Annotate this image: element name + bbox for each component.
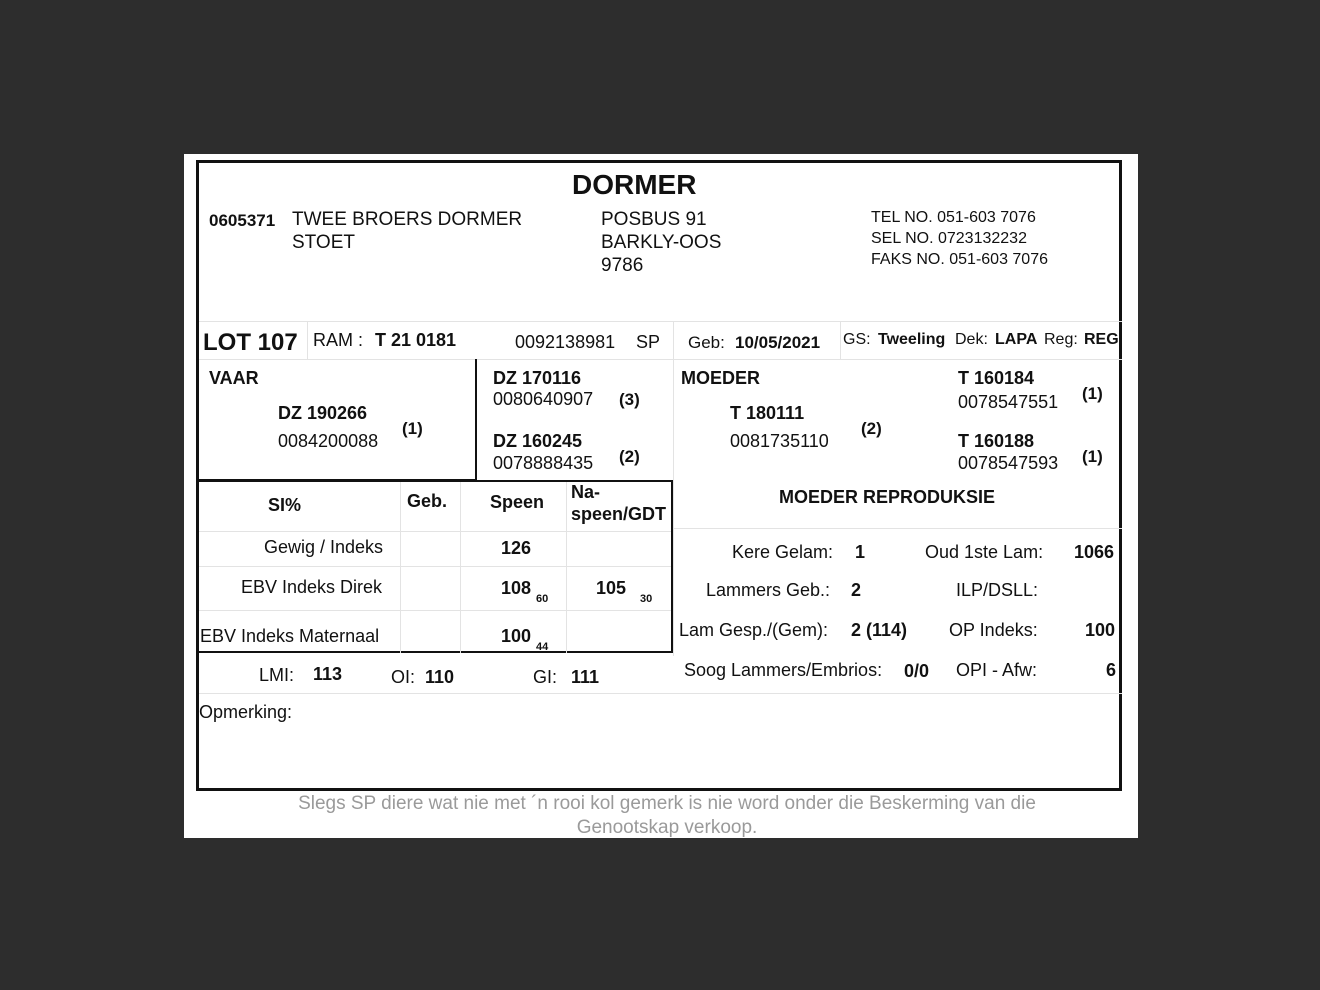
dam-count: (2) <box>861 419 882 438</box>
divider <box>199 693 1122 694</box>
opi-value: 6 <box>1106 660 1117 680</box>
dam-sire-count: (1) <box>1082 384 1103 403</box>
catalogue-page <box>184 154 1138 838</box>
divider <box>475 359 477 480</box>
divider <box>307 321 308 359</box>
row-direk-naspeen-sub: 30 <box>640 593 653 605</box>
sire-dam-id: DZ 160245 <box>493 431 583 451</box>
soog-value: 0/0 <box>904 661 930 681</box>
divider <box>673 359 674 656</box>
gs-label: GS: <box>843 331 871 348</box>
sire-count: (1) <box>402 419 423 438</box>
dam-id: T 180111 <box>730 403 805 423</box>
oi-label: OI: <box>391 667 416 687</box>
divider <box>400 482 401 653</box>
divider <box>199 359 1122 360</box>
reproduction-title: MOEDER REPRODUKSIE <box>779 487 996 507</box>
divider <box>199 321 1122 322</box>
reg-value: REG <box>1084 331 1119 348</box>
dam-sire-id: T 160184 <box>958 368 1035 388</box>
breeder-number: 0605371 <box>209 211 276 230</box>
sire-number: 0084200088 <box>278 431 379 451</box>
divider <box>460 482 461 653</box>
address-line1: POSBUS 91 <box>601 209 707 230</box>
col-speen-header: Speen <box>490 492 545 512</box>
breeder-name-line2: STOET <box>292 232 355 253</box>
lot-card <box>196 160 1122 791</box>
dam-dam-id: T 160188 <box>958 431 1035 451</box>
tel-number: TEL NO. 051-603 7076 <box>871 209 1036 226</box>
col-naspeen-header-2: speen/GDT <box>571 504 667 524</box>
row-direk-naspeen: 105 <box>596 578 627 598</box>
lam-gesp-value: 2 (114) <box>851 620 908 640</box>
row-maternaal-label: EBV Indeks Maternaal <box>200 626 380 646</box>
divider <box>199 610 671 611</box>
footer-note <box>214 792 1120 840</box>
reg-label: Reg: <box>1044 331 1078 348</box>
moeder-label: MOEDER <box>681 368 761 388</box>
footer-line2: Genootskap verkoop. <box>576 817 758 838</box>
col-naspeen-header-1: Na- <box>571 482 601 502</box>
kere-gelam-value: 1 <box>855 542 866 562</box>
lam-gesp-label: Lam Gesp./(Gem): <box>679 620 829 640</box>
row-gewig-label: Gewig / Indeks <box>264 537 384 557</box>
ram-label: RAM : <box>313 330 364 350</box>
dam-sire-number: 0078547551 <box>958 392 1059 412</box>
divider <box>199 566 671 567</box>
address-line3: 9786 <box>601 255 644 276</box>
dam-number: 0081735110 <box>730 431 829 451</box>
breed-title: DORMER <box>572 169 697 200</box>
row-maternaal-speen-sub: 44 <box>536 641 549 653</box>
dam-dam-number: 0078547593 <box>958 453 1059 473</box>
oud-label: Oud 1ste Lam: <box>925 542 1044 562</box>
lmi-value: 113 <box>313 664 343 684</box>
sire-sire-count: (3) <box>619 390 640 409</box>
col-si-header: SI% <box>268 495 302 515</box>
lammers-geb-value: 2 <box>851 580 862 600</box>
oi-value: 110 <box>425 667 455 687</box>
op-label: OP Indeks: <box>949 620 1038 640</box>
lammers-geb-label: Lammers Geb.: <box>706 580 831 600</box>
dam-dam-count: (1) <box>1082 447 1103 466</box>
faks-number: FAKS NO. 051-603 7076 <box>871 251 1048 268</box>
divider <box>566 482 567 653</box>
col-geb-header: Geb. <box>407 491 448 511</box>
sire-dam-number: 0078888435 <box>493 453 594 473</box>
opi-label: OPI - Afw: <box>956 660 1038 680</box>
soog-label: Soog Lammers/Embrios: <box>684 660 883 680</box>
dek-value: LAPA <box>995 331 1038 348</box>
sp-status: SP <box>636 332 661 352</box>
birth-date: 10/05/2021 <box>735 333 821 352</box>
divider <box>673 321 674 359</box>
divider <box>199 531 671 532</box>
footer-line1: Slegs SP diere wat nie met ´n rooi kol gemerk is nie word onder die Beskerming van die <box>298 793 1036 814</box>
dek-label: Dek: <box>955 331 988 348</box>
sire-sire-id: DZ 170116 <box>493 368 582 388</box>
ilp-label: ILP/DSLL: <box>956 580 1039 600</box>
sire-id: DZ 190266 <box>278 403 368 423</box>
gi-value: 111 <box>571 667 600 687</box>
si-table <box>199 480 673 653</box>
gs-value: Tweeling <box>878 331 946 348</box>
ram-id: T 21 0181 <box>375 330 457 350</box>
sire-dam-count: (2) <box>619 447 640 466</box>
registration-number: 0092138981 <box>515 332 616 352</box>
op-value: 100 <box>1085 620 1116 640</box>
row-gewig-speen: 126 <box>501 538 532 558</box>
divider <box>673 528 1122 529</box>
lmi-label: LMI: <box>259 665 295 685</box>
divider <box>840 321 841 359</box>
sire-sire-number: 0080640907 <box>493 389 594 409</box>
address-line2: BARKLY-OOS <box>601 232 722 253</box>
remarks-label: Opmerking: <box>199 702 293 722</box>
row-direk-label: EBV Indeks Direk <box>241 577 383 597</box>
birth-date-label: Geb: <box>688 333 725 352</box>
kere-gelam-label: Kere Gelam: <box>732 542 834 562</box>
gi-label: GI: <box>533 667 558 687</box>
row-direk-speen: 108 <box>501 578 532 598</box>
oud-value: 1066 <box>1074 542 1115 562</box>
lot-number: LOT 107 <box>203 329 298 356</box>
breeder-name-line1: TWEE BROERS DORMER <box>292 209 523 230</box>
sel-number: SEL NO. 0723132232 <box>871 230 1027 247</box>
vaar-label: VAAR <box>209 368 259 388</box>
row-maternaal-speen: 100 <box>501 626 532 646</box>
row-direk-speen-sub: 60 <box>536 593 549 605</box>
